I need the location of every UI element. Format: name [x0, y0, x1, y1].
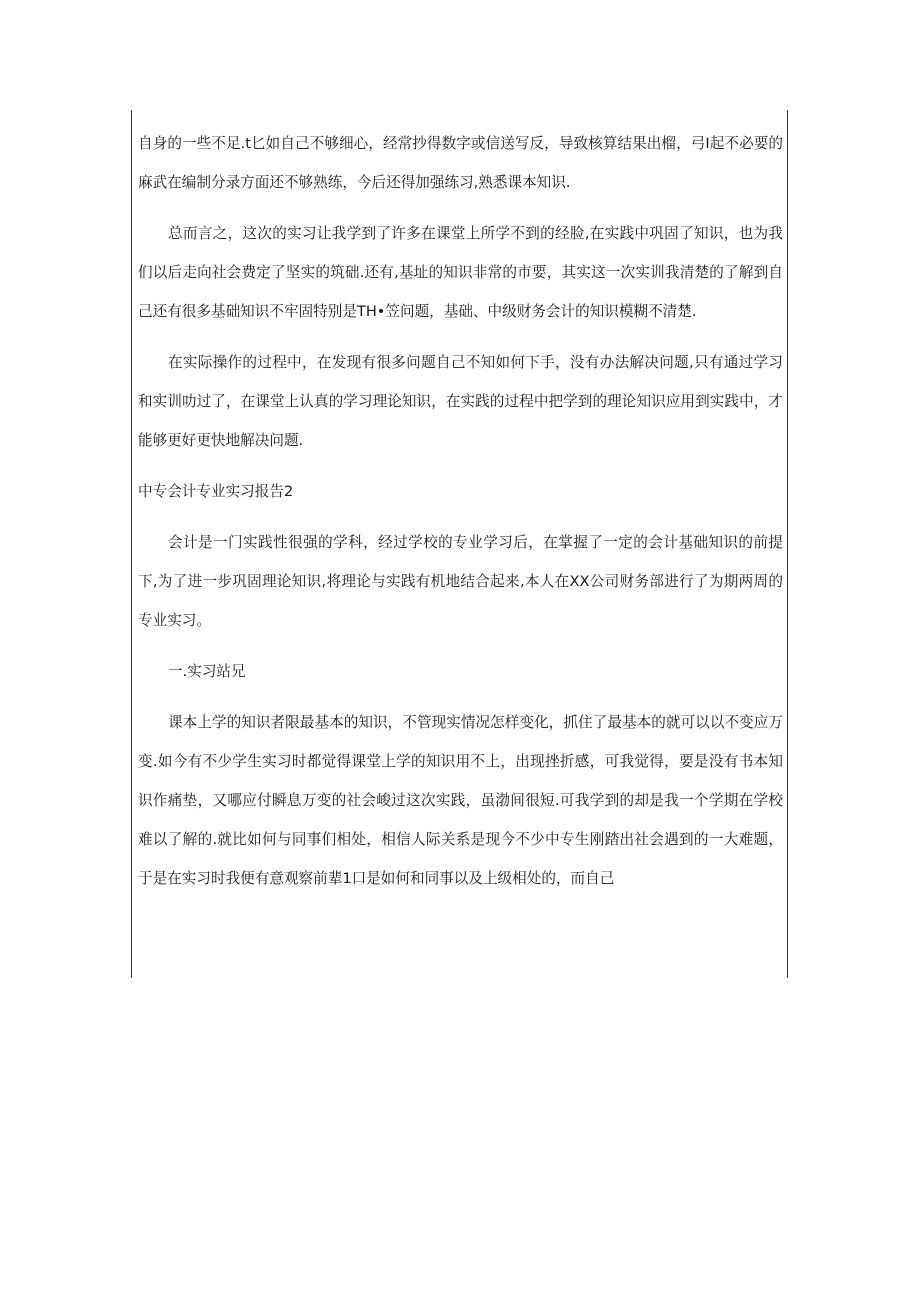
paragraph-6: 课本上学的知识者限最基本的知识，不管现实情况怎样变化，抓住了最基本的就可以以不变应万变.如今有不少学生实习时都觉得课堂上学的知识用不上，出现挫折感，可我觉得，要是没有书本知识作痛垫，又哪应付瞬息万变的社会峻过这次实践，虽渤间很短.可我学到的却是我一个学期在学校难以了解的.就比如何与同事们相处，相信人际关系是现今不少中专生刚踏出社会遇到的一大难题，于是在实习时我便有意观察前辈1口是如何和同事以及上级相处的，而自己	[138, 714, 783, 887]
paragraph-4: 会计是一门实践性很强的学科，经过学校的专业学习后，在掌握了一定的会计基础知识的前提下,为了进一步巩固理论知识,将理论与实践有机地结合起来,本人在XX公司财务部进行了为期两周的专业实习。	[138, 534, 783, 629]
page-border-left	[131, 110, 132, 978]
page-border-right	[787, 110, 788, 978]
paragraph-3: 在实际操作的过程中，在发现有很多问题自己不知如何下手，没有办法解决问题,只有通过学习和实训叻过了，在课堂上认真的学习理论知识，在实践的过程中把学到的理论知识应用到实践中，才能够更好更快地解决问题.	[138, 354, 783, 449]
paragraph-5-subheading: 一.实习站兄	[168, 663, 246, 680]
section-heading: 中专会计专业实习报告2	[138, 483, 294, 500]
paragraph-1: 自身的一些不足.t匕如自己不够细心，经常抄得数字或信送写反，导致核算结果出榴，弓I起不必要的麻武在编制分录方面还不够熟练，今后还得加强练习,熟悉课本知识.	[138, 135, 783, 191]
document-body	[138, 124, 783, 898]
paragraph-2: 总而言之，这次的实习让我学到了许多在课堂上所学不到的经脸,在实践中巩固了知识，也为我们以后走向社会费定了坚实的筑础.还有,基址的知识非常的市要，其实这一次实训我清楚的了解到自己还有很多基础知识不牢固特别是TH•笠问题，基础、中级财务会计的知识模糊不清楚.	[138, 225, 783, 320]
